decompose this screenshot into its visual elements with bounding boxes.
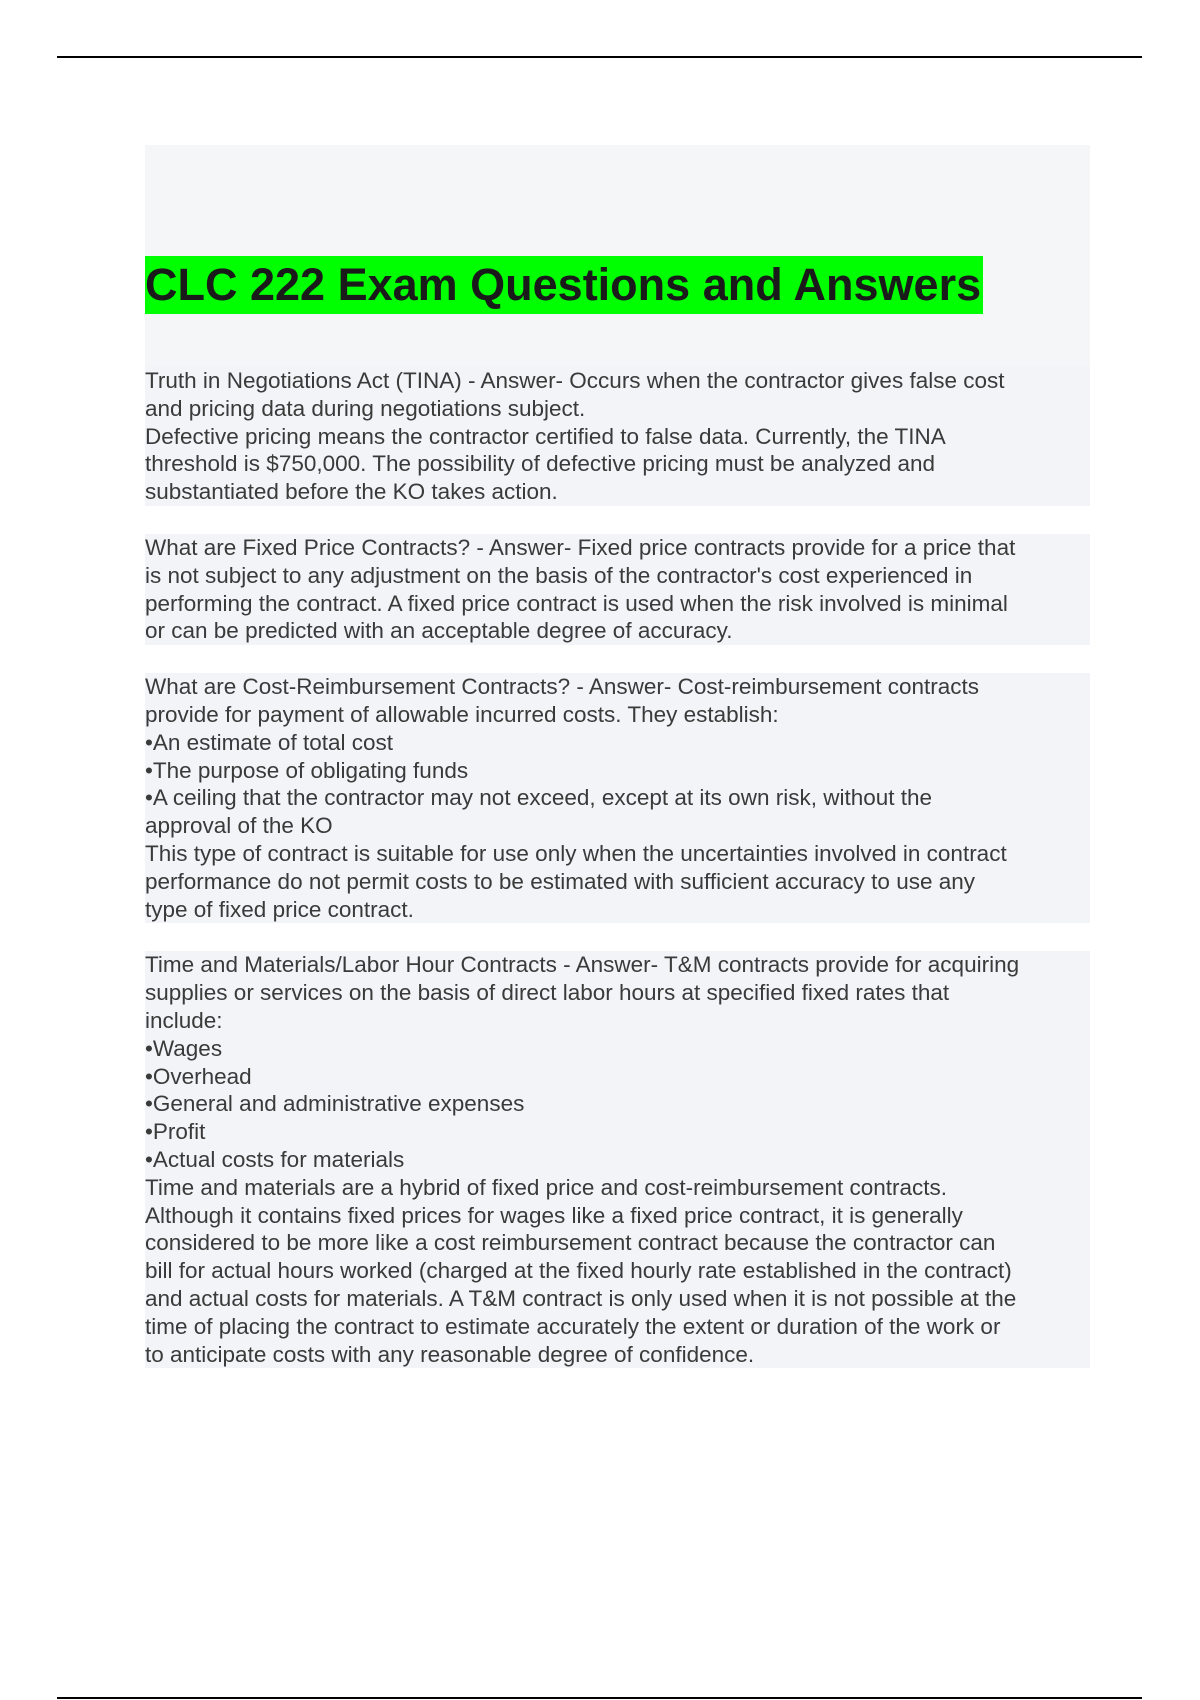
bullet-item: •A ceiling that the contractor may not exceed, except at its own risk, without the	[145, 784, 1090, 812]
qa-entry-cost-reimbursement	[145, 673, 1090, 923]
text-line: supplies or services on the basis of direct labor hours at specified fixed rates that	[145, 979, 1090, 1007]
text-line: threshold is $750,000. The possibility of defective pricing must be analyzed and	[145, 450, 1090, 478]
text-line: Time and Materials/Labor Hour Contracts - Answer- T&M contracts provide for acquiring	[145, 951, 1090, 979]
text-line: performance do not permit costs to be estimated with sufficient accuracy to use any	[145, 868, 1090, 896]
text-line: and actual costs for materials. A T&M contract is only used when it is not possible at the	[145, 1285, 1090, 1313]
text-line: Although it contains fixed prices for wages like a fixed price contract, it is generally	[145, 1202, 1090, 1230]
bullet-item: •The purpose of obligating funds	[145, 757, 1090, 785]
text-line: performing the contract. A fixed price contract is used when the risk involved is minimal	[145, 590, 1090, 618]
bullet-item: •General and administrative expenses	[145, 1090, 1090, 1118]
qa-entry-fixed-price	[145, 534, 1090, 645]
bullet-item: •Profit	[145, 1118, 1090, 1146]
document-title: CLC 222 Exam Questions and Answers	[145, 256, 983, 314]
text-line: type of fixed price contract.	[145, 896, 1090, 924]
text-line: approval of the KO	[145, 812, 1090, 840]
text-line: to anticipate costs with any reasonable degree of confidence.	[145, 1341, 1090, 1369]
text-line: is not subject to any adjustment on the basis of the contractor's cost experienced in	[145, 562, 1090, 590]
text-line: What are Cost-Reimbursement Contracts? - Answer- Cost-reimbursement contracts	[145, 673, 1090, 701]
text-line: bill for actual hours worked (charged at the fixed hourly rate established in the contract)	[145, 1257, 1090, 1285]
text-line: Time and materials are a hybrid of fixed price and cost-reimbursement contracts.	[145, 1174, 1090, 1202]
bullet-item: •Actual costs for materials	[145, 1146, 1090, 1174]
qa-entry-tina	[145, 367, 1090, 506]
text-line: time of placing the contract to estimate accurately the extent or duration of the work or	[145, 1313, 1090, 1341]
text-line: provide for payment of allowable incurred costs. They establish:	[145, 701, 1090, 729]
text-line: or can be predicted with an acceptable degree of accuracy.	[145, 617, 1090, 645]
text-line: considered to be more like a cost reimbursement contract because the contractor can	[145, 1229, 1090, 1257]
footer-rule	[57, 1697, 1142, 1699]
bullet-item: •An estimate of total cost	[145, 729, 1090, 757]
document-body	[145, 367, 1090, 1396]
text-line: Defective pricing means the contractor certified to false data. Currently, the TINA	[145, 423, 1090, 451]
header-rule	[57, 56, 1142, 58]
qa-entry-time-materials	[145, 951, 1090, 1368]
text-line: and pricing data during negotiations subject.	[145, 395, 1090, 423]
bullet-item: •Overhead	[145, 1063, 1090, 1091]
text-line: What are Fixed Price Contracts? - Answer- Fixed price contracts provide for a price that	[145, 534, 1090, 562]
text-line: Truth in Negotiations Act (TINA) - Answer- Occurs when the contractor gives false cost	[145, 367, 1090, 395]
text-line: include:	[145, 1007, 1090, 1035]
text-line: substantiated before the KO takes action.	[145, 478, 1090, 506]
bullet-item: •Wages	[145, 1035, 1090, 1063]
text-line: This type of contract is suitable for use only when the uncertainties involved in contract	[145, 840, 1090, 868]
